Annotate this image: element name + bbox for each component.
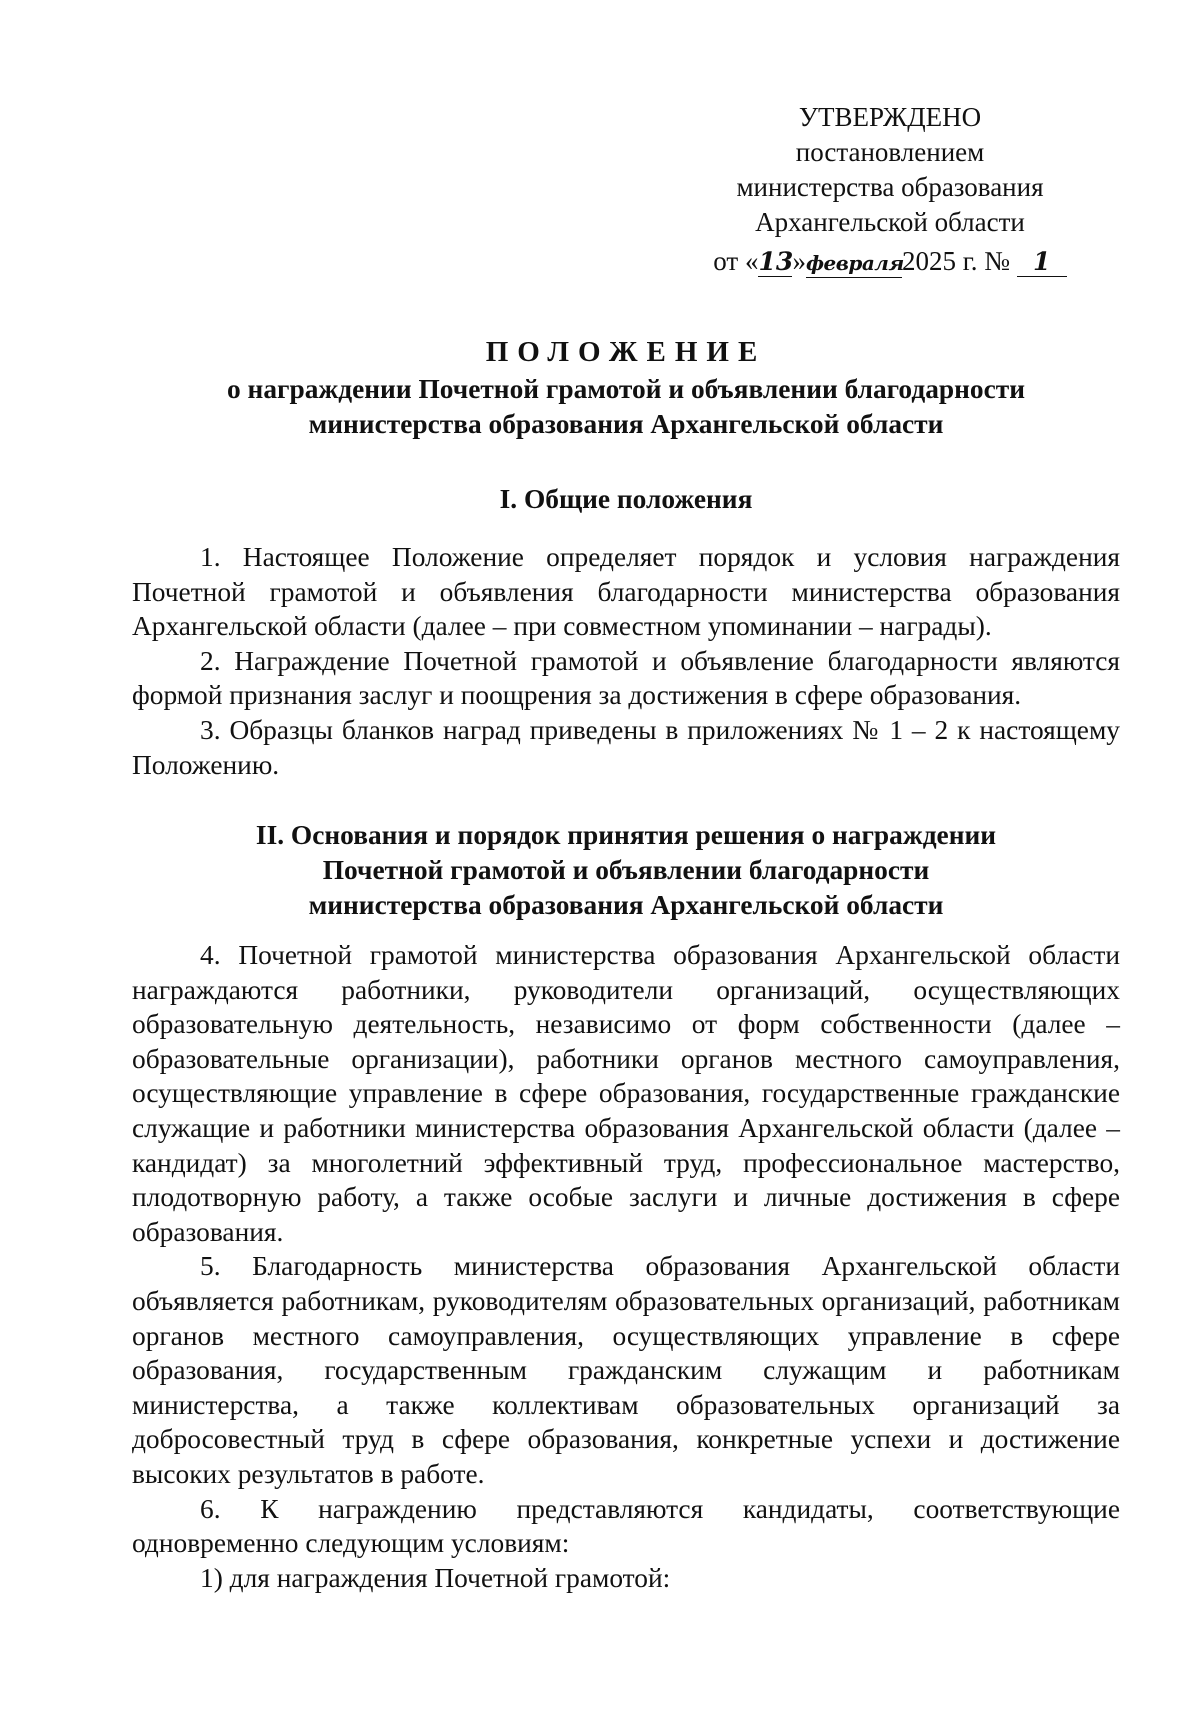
section-2-body: [132, 938, 1120, 1595]
approval-ministry: министерства образования: [736, 172, 1044, 202]
approval-stamp: [700, 100, 1080, 279]
section-1-body: [132, 540, 1120, 782]
paragraph-4: 4. Почетной грамотой министерства образования Архангельской области награждаются работники, руководители организаций, осуществляющих образовательную деятельность, независимо от форм собственности (далее – образовательные организации), работники органов местного самоуправления, осуществляющие управление в сфере образования, государственные гражданские служащие и работники министерства образования Архангельской области (далее – кандидат) за многолетний эффективный труд, профессиональное мастерство, плодотворную работу, а также особые заслуги и личные достижения в сфере образования.: [132, 940, 1120, 1247]
section-1-heading: I. Общие положения: [499, 484, 753, 514]
section-2-heading-line-1: II. Основания и порядок принятия решения о награждении: [255, 820, 997, 850]
paragraph-2: 2. Награждение Почетной грамотой и объявление благодарности являются формой признания заслуг и поощрения за достижения в сфере образования.: [132, 645, 1120, 711]
date-year: 2025 г. №: [901, 246, 1010, 276]
section-2-heading: [132, 818, 1120, 923]
paragraph-6: 6. К награждению представляются кандидаты, соответствующие одновременно следующим условиям:: [132, 1493, 1120, 1559]
document-title: ПОЛОЖЕНИЕ: [485, 336, 767, 368]
paragraph-5: 5. Благодарность министерства образования Архангельской области объявляется работникам, руководителям образовательных организаций, работникам органов местного самоуправления, осуществляющих управление в сфере образования, государственным гражданским служащим и работникам министерства, а также коллективам образовательных организаций за добросовестный труд в сфере образования, конкретные успехи и достижение высоких результатов в работе.: [132, 1251, 1120, 1489]
approval-heading: УТВЕРЖДЕНО: [798, 102, 982, 132]
handwritten-day: 13: [758, 247, 794, 276]
handwritten-month: февраля: [806, 249, 902, 278]
approval-decree: постановлением: [795, 137, 985, 167]
paragraph-3: 3. Образцы бланков наград приведены в приложениях № 1 – 2 к настоящему Положению.: [132, 714, 1120, 780]
approval-date-line: [700, 244, 1080, 279]
section-2-heading-line-2: Почетной грамотой и объявлении благодарности: [322, 855, 930, 885]
date-prefix: от «: [713, 246, 759, 276]
handwritten-doc-number: 1: [1017, 248, 1067, 277]
subtitle-line-2: министерства образования Архангельской области: [308, 409, 944, 439]
section-2-heading-line-3: министерства образования Архангельской области: [308, 890, 944, 920]
approval-region: Архангельской области: [755, 207, 1025, 237]
document-subtitle: [132, 372, 1120, 442]
subtitle-line-1: о награждении Почетной грамотой и объявлении благодарности: [227, 374, 1025, 404]
paragraph-6-item-1: 1) для награждения Почетной грамотой:: [200, 1562, 671, 1593]
date-mid: »: [792, 246, 806, 276]
paragraph-1: 1. Настоящее Положение определяет порядок и условия награждения Почетной грамотой и объявления благодарности министерства образования Архангельской области (далее – при совместном упоминании – награды).: [132, 542, 1120, 642]
